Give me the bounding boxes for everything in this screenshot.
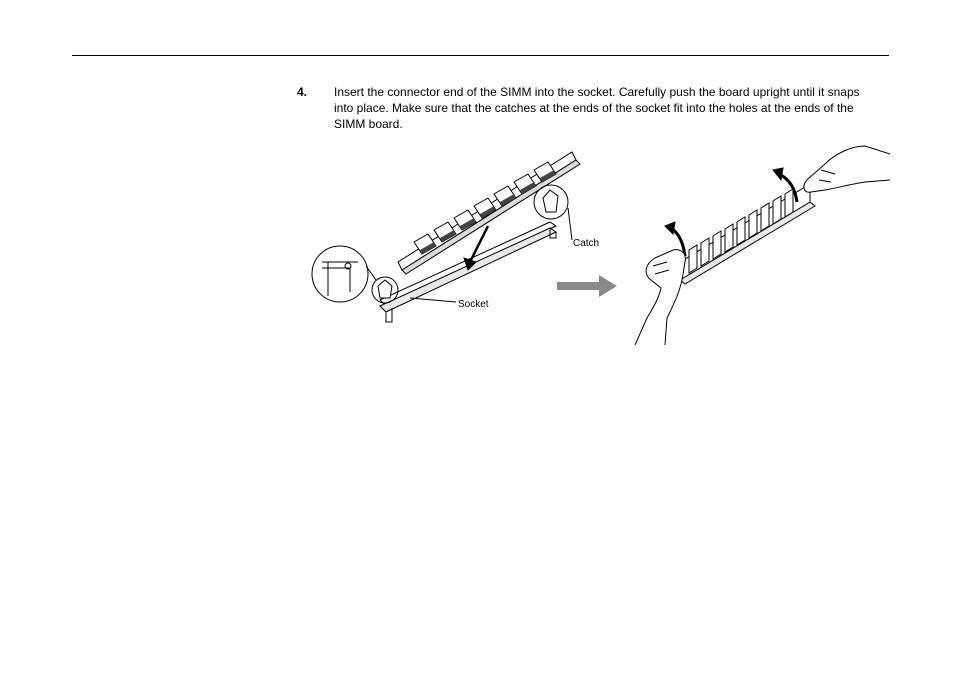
catch-leader bbox=[568, 208, 572, 240]
socket-body bbox=[680, 202, 815, 284]
right-hand bbox=[804, 146, 890, 192]
simm-insertion-illustration bbox=[310, 150, 610, 340]
step-number: 4. bbox=[297, 85, 308, 99]
detail-magnifier bbox=[312, 246, 368, 302]
transition-arrow-icon bbox=[557, 274, 619, 298]
header-rule bbox=[72, 55, 889, 56]
step-text: Insert the connector end of the SIMM into the socket. Carefully push the board upright until it snaps into place. Make sure that the catches at the ends of the socket fit into the holes at the ends of the SIMM board. bbox=[334, 85, 860, 131]
memory-chips bbox=[689, 189, 793, 273]
socket-callout-label: Socket bbox=[458, 299, 489, 310]
simm-upright-illustration bbox=[625, 140, 890, 345]
socket-leader bbox=[410, 298, 456, 302]
catch-callout-label: Catch bbox=[573, 238, 600, 249]
